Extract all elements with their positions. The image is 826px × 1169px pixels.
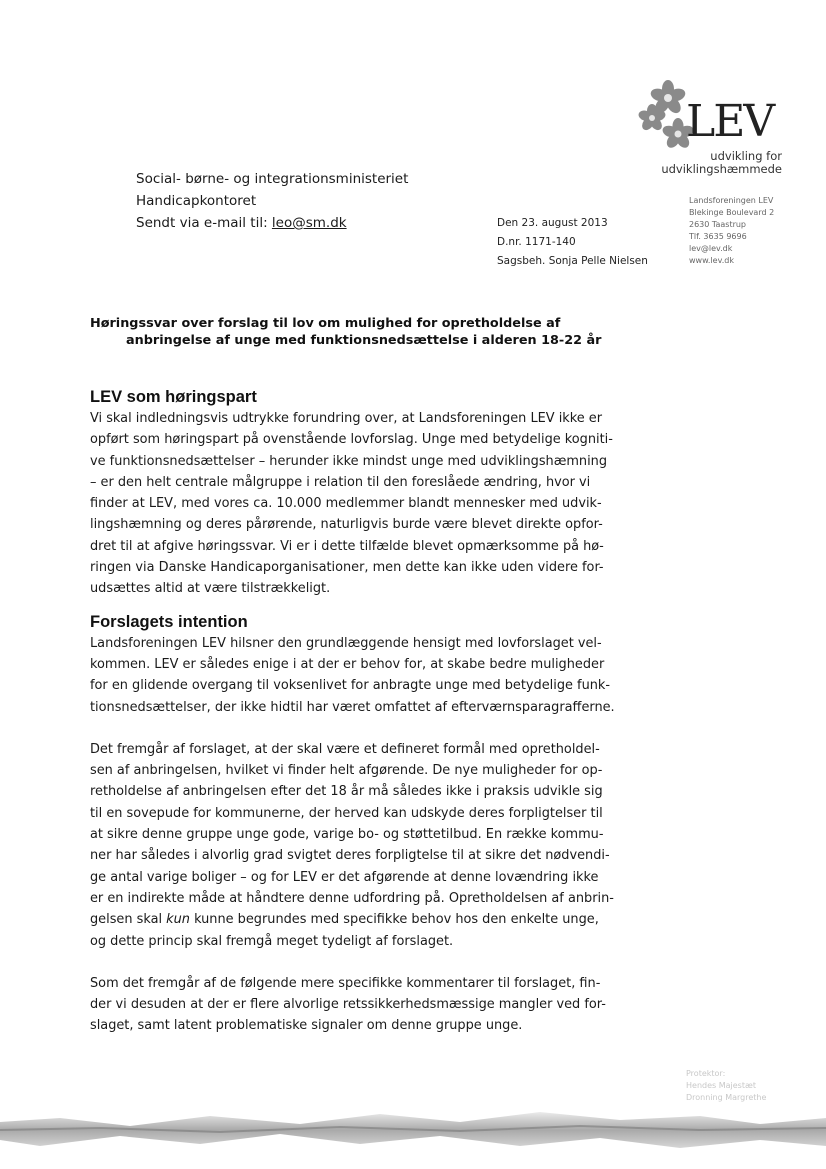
text-fragment: gelsen skal xyxy=(90,912,167,928)
section2-paragraph-3 xyxy=(90,973,650,1037)
sender-line: 2630 Taastrup xyxy=(689,220,747,229)
text-line: ner har således i alvorlig grad svigtet deres forpligtelse til at sikre det nødvendi- xyxy=(90,848,610,864)
letter-body xyxy=(90,386,650,1037)
sender-email: lev@lev.dk xyxy=(689,244,733,253)
section1-paragraph xyxy=(90,408,650,600)
letter-date: Den 23. august 2013 xyxy=(497,217,608,229)
patron-line: Dronning Margrethe xyxy=(686,1093,767,1102)
emphasis-kun: kun xyxy=(166,912,190,928)
text-line: – er den helt centrale målgruppe i relation til den foreslåede ændring, hvor vi xyxy=(90,474,591,490)
letter-meta xyxy=(497,214,648,271)
case-number: D.nr. 1171-140 xyxy=(497,236,576,248)
text-fragment: kunne begrundes med specifikke behov hos den enkelte unge, xyxy=(189,912,599,928)
letter-subject xyxy=(90,315,650,349)
lev-logo xyxy=(636,80,786,180)
recipient-office: Handicapkontoret xyxy=(136,193,257,209)
text-line: Som det fremgår af de følgende mere specifikke kommentarer til forslaget, fin- xyxy=(90,975,601,991)
text-line: ringen via Danske Handicaporganisationer, men dette kan ikke uden videre for- xyxy=(90,560,604,576)
sender-website: www.lev.dk xyxy=(689,256,734,265)
logo-wordmark: LEV xyxy=(686,96,774,147)
sender-line: Blekinge Boulevard 2 xyxy=(689,208,775,217)
text-line: finder at LEV, med vores ca. 10.000 medlemmer blandt mennesker med udvik- xyxy=(90,496,602,512)
text-line: Det fremgår af forslaget, at der skal være et defineret formål med opretholdel- xyxy=(90,741,600,757)
text-line: dret til at afgive høringssvar. Vi er i dette tilfælde blevet opmærksomme på hø- xyxy=(90,538,604,554)
patron-line: Protektor: xyxy=(686,1069,726,1078)
recipient-ministry: Social- børne- og integrationsministeriet xyxy=(136,171,409,187)
text-line xyxy=(90,909,650,930)
text-line: sen af anbringelsen, hvilket vi finder helt afgørende. De nye muligheder for op- xyxy=(90,763,603,779)
text-line: for en glidende overgang til voksenlivet for anbragte unge med betydelige funk- xyxy=(90,678,611,694)
text-line: kommen. LEV er således enige i at der er behov for, at skabe bedre muligheder xyxy=(90,656,605,672)
text-line: opført som høringspart på ovenstående lovforslag. Unge med betydelige kogniti- xyxy=(90,432,613,448)
case-worker: Sagsbeh. Sonja Pelle Nielsen xyxy=(497,255,648,267)
text-line: Landsforeningen LEV hilsner den grundlæggende hensigt med lovforslaget vel- xyxy=(90,635,602,651)
text-line: retholdelse af anbringelsen efter det 18 år må således ikke i praksis udvikle sig xyxy=(90,784,603,800)
recipient-email-line xyxy=(136,212,408,234)
text-line: slaget, samt latent problematiske signaler om denne gruppe unge. xyxy=(90,1018,523,1034)
patron-note xyxy=(686,1068,766,1104)
text-line: tionsnedsættelser, der ikke hidtil har været omfattet af efterværnsparagrafferne. xyxy=(90,699,615,715)
text-line: ve funktionsnedsættelser – herunder ikke mindst unge med udviklingshæmning xyxy=(90,453,608,469)
text-line: at sikre denne gruppe unge gode, varige bo- og støttetilbud. En række kommu- xyxy=(90,827,604,843)
logo-tagline-1: udvikling for xyxy=(710,149,782,163)
sender-line: Landsforeningen LEV xyxy=(689,196,774,205)
text-line: lingshæmning og deres pårørende, naturligvis burde være blevet direkte opfor- xyxy=(90,517,603,533)
recipient-email-link[interactable]: leo@sm.dk xyxy=(271,215,347,231)
section2-paragraph-1 xyxy=(90,633,650,718)
sender-line: Tlf. 3635 9696 xyxy=(689,232,747,241)
section-heading-intention: Forslagets intention xyxy=(90,612,248,631)
section2-paragraph-2 xyxy=(90,739,650,952)
subject-line-2: anbringelse af unge med funktionsnedsættelse i alderen 18-22 år xyxy=(126,333,602,348)
text-line: og dette princip skal fremgå meget tydeligt af forslaget. xyxy=(90,933,454,949)
footer-scan-band xyxy=(0,1100,826,1152)
patron-line: Hendes Majestæt xyxy=(686,1081,756,1090)
text-line: udsættes altid at være tilstrækkeligt. xyxy=(90,581,331,597)
recipient-address xyxy=(136,168,408,234)
recipient-email-prefix: Sendt via e-mail til: xyxy=(136,215,272,231)
text-line: er en indirekte måde at håndtere denne udfordring på. Opretholdelsen af anbrin- xyxy=(90,890,614,906)
text-line: til en sovepude for kommunerne, der herved kan udskyde deres forpligtelser til xyxy=(90,805,603,821)
text-line: der vi desuden at der er flere alvorlige retssikkerhedsmæssige mangler ved for- xyxy=(90,997,606,1013)
sender-address xyxy=(689,195,774,267)
section-heading-hearing-party: LEV som høringspart xyxy=(90,388,257,406)
text-line: ge antal varige boliger – og for LEV er det afgørende at denne lovændring ikke xyxy=(90,869,599,885)
text-line: Vi skal indledningsvis udtrykke forundring over, at Landsforeningen LEV ikke er xyxy=(90,411,602,426)
subject-line-1: Høringssvar over forslag til lov om mulighed for opretholdelse af xyxy=(90,316,561,331)
logo-tagline-2: udviklingshæmmede xyxy=(661,162,782,176)
